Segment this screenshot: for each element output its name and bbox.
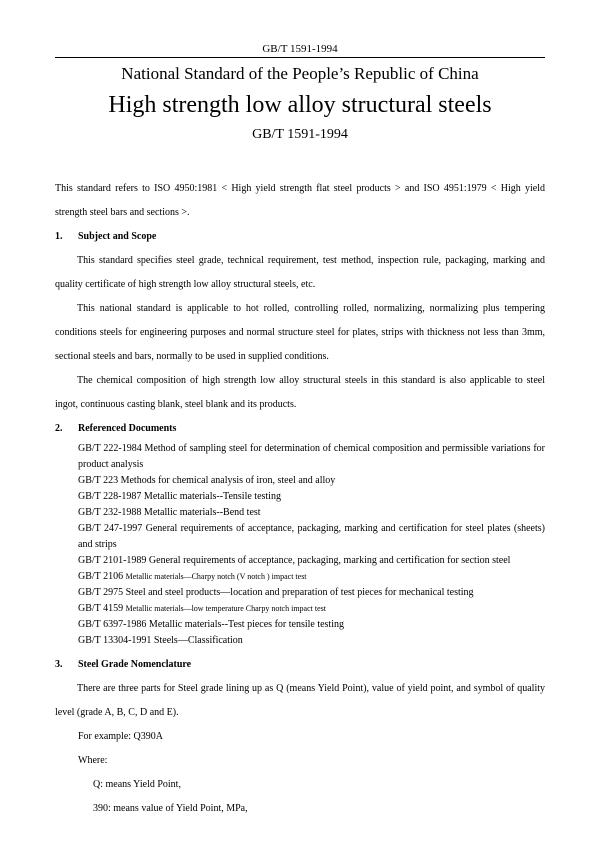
- section-title: Subject and Scope: [78, 231, 157, 242]
- section-number: 2.: [55, 423, 63, 434]
- ref-title: Metallic materials—low temperature Charpy notch impact test: [125, 604, 326, 613]
- header-rule: [55, 57, 545, 58]
- section-3-paragraph-1: There are three parts for Steel grade lining up as Q (means Yield Point), value of yield point, and symbol of quality level (grade A, B, C, D and E).: [55, 683, 545, 718]
- list-item: GB/T 223 Methods for chemical analysis of iron, steel and alloy: [78, 475, 336, 486]
- org-title: National Standard of the People’s Republic of China: [121, 64, 479, 83]
- section-number: 1.: [55, 231, 63, 242]
- list-item: [78, 601, 545, 617]
- standard-code: GB/T 1591-1994: [252, 127, 348, 142]
- running-header: GB/T 1591-1994: [262, 43, 338, 55]
- ref-code: GB/T 2106: [78, 571, 126, 582]
- referenced-documents-list: [55, 441, 545, 649]
- section-1-heading: [55, 225, 545, 249]
- section-3-heading: [55, 653, 545, 677]
- list-item: [78, 569, 545, 585]
- list-item: GB/T 2101-1989 General requirements of acceptance, packaging, marking and certification for section steel: [78, 555, 511, 566]
- section-1-paragraph-3: The chemical composition of high strength low alloy structural steels in this standard is also applicable to steel ingot, continuous casting blank, steel blank and its products.: [55, 375, 545, 410]
- section-2-heading: [55, 417, 545, 441]
- section-1-paragraph-2: This national standard is applicable to hot rolled, controlling rolled, normalizing, normalizing plus tempering conditions steels for engineering purposes and normal structure steel for plates, strips with thickness not less than 3mm, sectional steels and bars, normally to be used in supplied conditions.: [55, 303, 545, 362]
- list-item: GB/T 232-1988 Metallic materials--Bend test: [78, 507, 261, 518]
- section-number: 3.: [55, 659, 63, 670]
- intro-paragraph: This standard refers to ISO 4950:1981 < High yield strength flat steel products > and ISO 4951:1979 < High yield strength steel bars and sections >.: [55, 183, 545, 218]
- example-line: For example: Q390A: [78, 731, 163, 742]
- list-item: GB/T 6397-1986 Metallic materials--Test pieces for tensile testing: [78, 619, 344, 630]
- section-title: Referenced Documents: [78, 423, 177, 434]
- definition-q: Q: means Yield Point,: [93, 779, 181, 790]
- section-title: Steel Grade Nomenclature: [78, 659, 192, 670]
- ref-code: GB/T 4159: [78, 603, 126, 614]
- main-title: High strength low alloy structural steels: [108, 92, 492, 118]
- list-item: GB/T 247-1997 General requirements of acceptance, packaging, marking and certification for steel plates (sheets) and strips: [78, 523, 545, 550]
- definition-390: 390: means value of Yield Point, MPa,: [93, 803, 248, 814]
- document-body: [55, 177, 545, 821]
- where-line: Where:: [78, 755, 108, 766]
- list-item: GB/T 228-1987 Metallic materials--Tensile testing: [78, 491, 281, 502]
- list-item: GB/T 222-1984 Method of sampling steel for determination of chemical composition and permissible variations for product analysis: [78, 443, 545, 470]
- ref-title: Metallic materials—Charpy notch (V notch ) impact test: [125, 572, 307, 581]
- list-item: GB/T 2975 Steel and steel products—location and preparation of test pieces for mechanical testing: [78, 587, 474, 598]
- list-item: GB/T 13304-1991 Steels—Classification: [78, 635, 243, 646]
- section-1-paragraph-1: This standard specifies steel grade, technical requirement, test method, inspection rule, packaging, marking and quality certificate of high strength low alloy structural steels, etc.: [55, 255, 545, 290]
